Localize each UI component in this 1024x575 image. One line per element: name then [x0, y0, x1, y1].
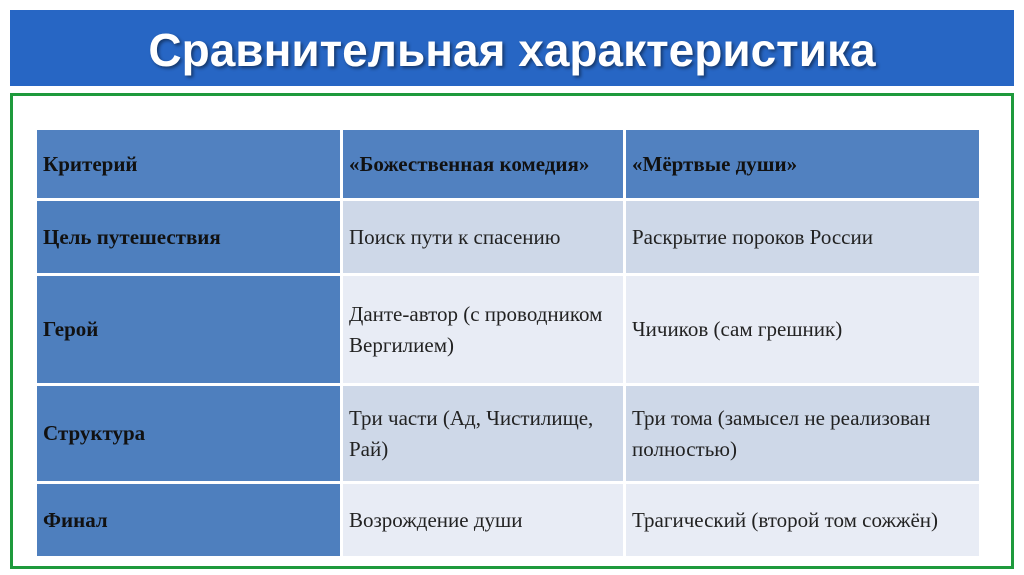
- row-divine-comedy: Три части (Ад, Чистилище, Рай): [343, 386, 623, 481]
- row-criterion: Финал: [37, 484, 340, 556]
- slide-title: Сравнительная характеристика: [148, 24, 876, 76]
- header-divine-comedy: «Божественная комедия»: [343, 130, 623, 198]
- row-dead-souls: Три тома (замысел не реализован полностью): [626, 386, 979, 481]
- row-dead-souls: Раскрытие пороков России: [626, 201, 979, 273]
- row-divine-comedy: Возрождение души: [343, 484, 623, 556]
- table-header-row: [37, 130, 979, 198]
- header-criterion: Критерий: [37, 130, 340, 198]
- comparison-table: [34, 127, 982, 559]
- row-divine-comedy: Поиск пути к спасению: [343, 201, 623, 273]
- header-dead-souls: «Мёртвые души»: [626, 130, 979, 198]
- table-row: [37, 484, 979, 556]
- row-dead-souls: Трагический (второй том сожжён): [626, 484, 979, 556]
- row-criterion: Герой: [37, 276, 340, 383]
- table-row: [37, 386, 979, 481]
- row-criterion: Структура: [37, 386, 340, 481]
- row-criterion: Цель путешествия: [37, 201, 340, 273]
- table-row: [37, 276, 979, 383]
- table-row: [37, 201, 979, 273]
- row-dead-souls: Чичиков (сам грешник): [626, 276, 979, 383]
- row-divine-comedy: Данте-автор (с проводником Вергилием): [343, 276, 623, 383]
